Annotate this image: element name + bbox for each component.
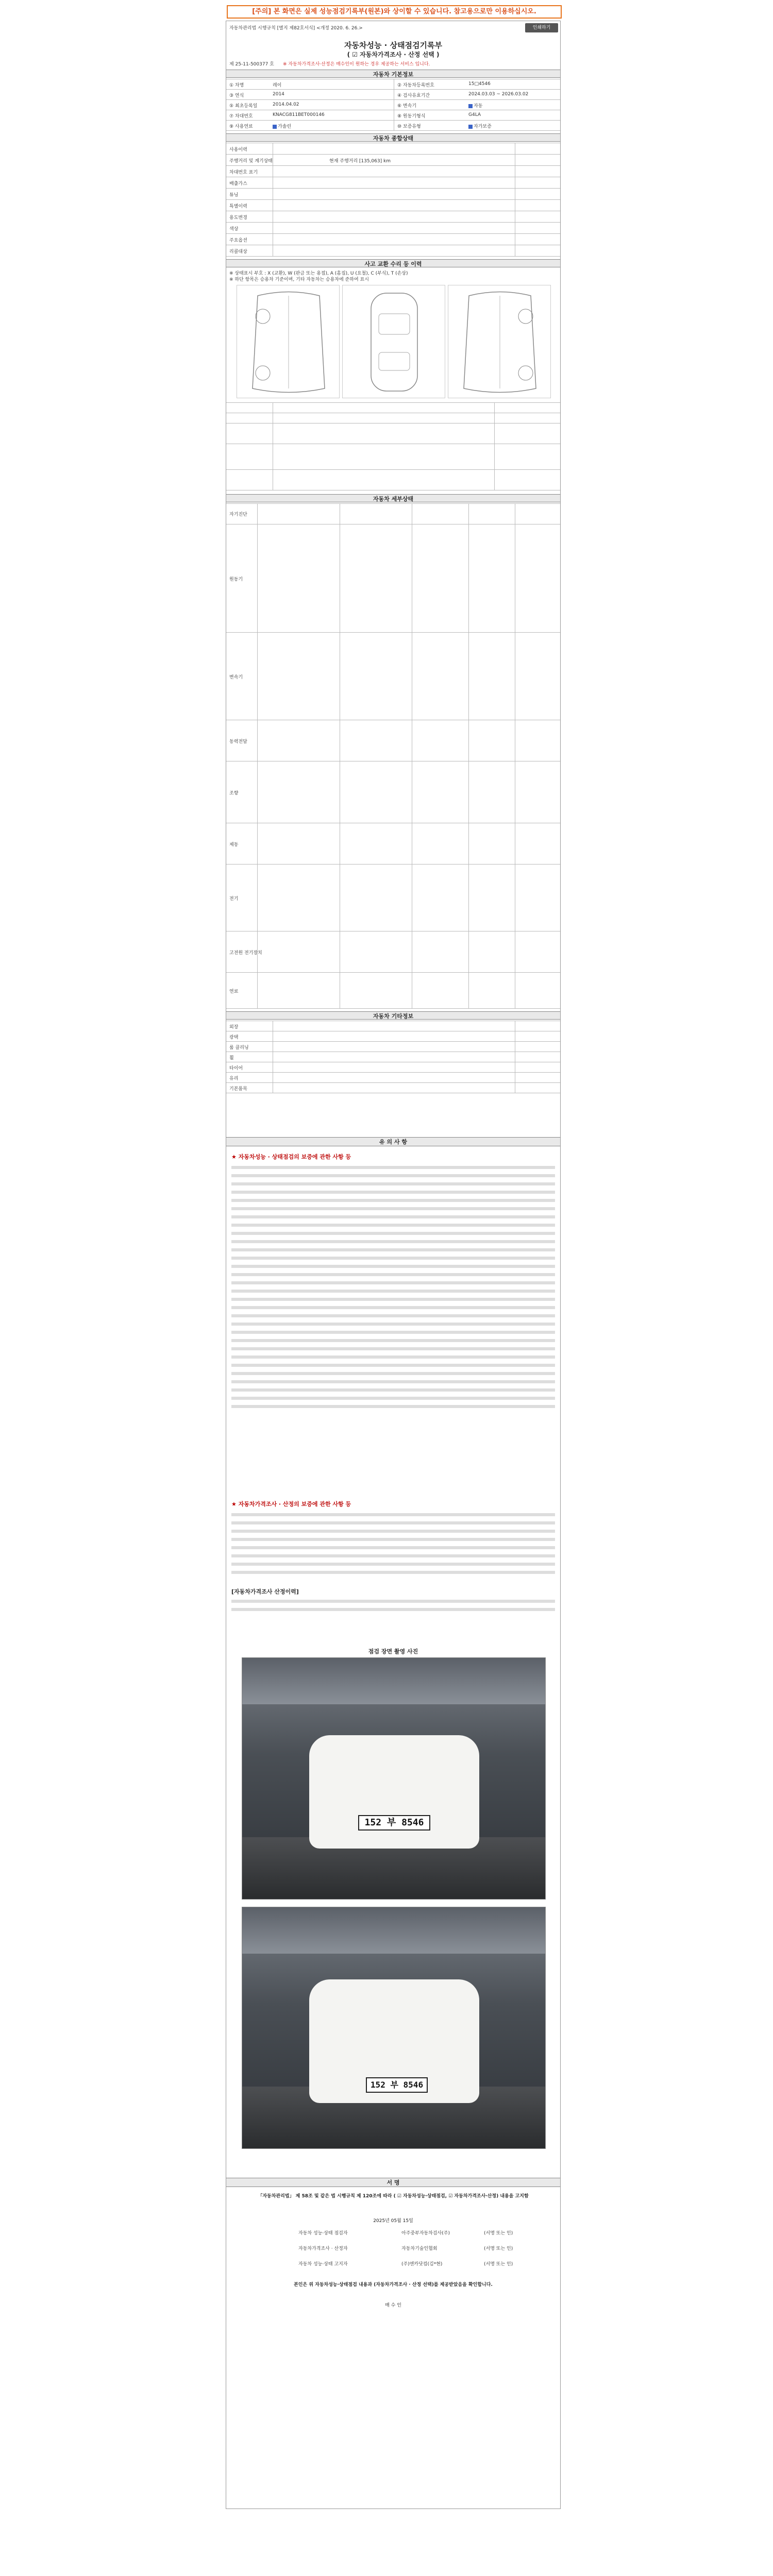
print-button[interactable]: 인쇄하기 (525, 23, 558, 32)
appraiser-label: 자동차가격조사 · 산정자 (298, 2246, 348, 2251)
inspection-record-sheet (226, 21, 561, 2509)
inspection-validity-value: 2024.03.03 ~ 2026.03.02 (468, 92, 529, 97)
front-photo (242, 1657, 546, 1900)
status-info-table (226, 143, 560, 256)
group-high-voltage: 고전원 전기장치 (229, 951, 262, 956)
group-self-diagnosis: 자기진단 (229, 512, 247, 517)
fuel-value: 가솔린 (273, 123, 291, 129)
group-steering: 조향 (229, 791, 239, 796)
remarks-header: 유 의 사 항 (226, 1137, 560, 1146)
first-registration-value: 2014.04.02 (273, 102, 299, 107)
vin-marking-label: 차대번호 표기 (229, 170, 258, 175)
rear-plate: 152 부 8546 (366, 2077, 428, 2093)
damage-legend: ※ 상태표시 부호 : X (교환), W (판금 또는 용접), A (흠집), U (요철), C (부식), T (손상) (229, 271, 408, 276)
plate-value: 15□4546 (468, 81, 491, 87)
engine-type-label: ⑧ 원동기형식 (397, 114, 426, 119)
plate-label: ② 자동차등록번호 (397, 83, 434, 88)
certificate-note: ※ 자동차가격조사·산정은 매수인이 원하는 경우 제공하는 서비스 입니다. (283, 62, 430, 67)
group-brakes: 제동 (229, 842, 239, 848)
detail-header: 자동차 세부상태 (226, 494, 560, 502)
car-top-icon (343, 285, 446, 399)
car-name-label: ① 차명 (229, 83, 244, 88)
recall-label: 리콜대상 (229, 249, 247, 255)
transmission-label: ⑥ 변속기 (397, 104, 417, 109)
car-left-side-diagram (237, 285, 340, 398)
warranty-value: 자가보증 (468, 123, 492, 129)
form-number: 자동차관리법 시행규칙 [별지 제82호서식] <개정 2020. 6. 26.> (229, 26, 363, 31)
signature-date: 2025년 05월 15일 (373, 2218, 413, 2224)
rear-photo (242, 1907, 546, 2149)
usage-history-label: 사용이력 (229, 147, 247, 152)
notice-giver-sign-note: (서명 또는 인) (484, 2262, 513, 2267)
warranty-label: ⑩ 보증유형 (397, 124, 421, 129)
special-history-label: 특별이력 (229, 204, 247, 209)
car-name-value: 레이 (273, 83, 282, 88)
certificate-number: 제 25-11-500377 호 (229, 62, 274, 67)
basic-info-table (226, 79, 560, 130)
gloss-label: 광택 (229, 1035, 239, 1040)
vin-value: KNACG811BET000146 (273, 112, 325, 117)
car-left-side-icon (237, 285, 340, 399)
remarks-heading-history: [자동차가격조사 산정이력] (231, 1588, 299, 1595)
damage-parts-table (226, 402, 560, 490)
group-fuel: 연료 (229, 989, 239, 994)
damage-header: 사고 교환 수리 등 이력 (226, 259, 560, 267)
remarks-heading-pricing: ★ 자동차가격조사 · 산정의 보증에 관한 사항 등 (231, 1501, 351, 1507)
appraiser-sign-note: (서명 또는 인) (484, 2246, 513, 2251)
remarks-heading-inspection: ★ 자동차성능 · 상태점검의 보증에 관한 사항 등 (231, 1154, 351, 1160)
basic-items-label: 기본품목 (229, 1087, 247, 1092)
mileage-value: 현재 주행거리 [135,063] km (329, 159, 391, 164)
interior-cleaning-label: 룸 클리닝 (229, 1045, 249, 1050)
fuel-label: ⑨ 사용연료 (229, 124, 253, 129)
color-label: 색상 (229, 227, 239, 232)
inspector-sign-note: (서명 또는 인) (484, 2231, 513, 2236)
other-info-header: 자동차 기타정보 (226, 1011, 560, 1020)
notice-giver-name: (주)엔카닷컴(김*현) (401, 2262, 443, 2267)
options-label: 주요옵션 (229, 238, 247, 243)
signature-header: 서 명 (226, 2178, 560, 2187)
group-engine: 원동기 (229, 577, 243, 582)
transmission-value: 자동 (468, 102, 482, 109)
group-electrical: 전기 (229, 896, 239, 902)
signature-statement: 「자동차관리법」 제 58조 및 같은 법 시행규칙 제 120조에 따라 ( ☑ 자동차성능·상태점검, ☑ 자동차가격조사·산정) 내용을 고지함 (258, 2194, 529, 2199)
exterior-label: 외장 (229, 1025, 239, 1030)
buyer-confirmation: 본인은 위 자동차성능·상태점검 내용과 (자동차가격조사 · 산정 선택)를 제공받았음을 확인합니다. (294, 2282, 493, 2287)
usage-change-label: 용도변경 (229, 215, 247, 221)
vin-label: ⑦ 차대번호 (229, 114, 253, 119)
glass-label: 유리 (229, 1076, 239, 1081)
group-drivetrain: 동력전달 (229, 739, 247, 744)
document-title: 자동차성능 · 상태점검기록부 (344, 41, 443, 50)
other-info-table (226, 1021, 560, 1093)
photos-title: 점검 장면 촬영 사진 (368, 1648, 418, 1655)
car-right-side-diagram (448, 285, 551, 398)
tire-label: 타이어 (229, 1066, 243, 1071)
front-plate: 152 부 8546 (358, 1815, 430, 1831)
car-right-side-icon (448, 285, 551, 399)
appraiser-name: 자동차기술인협회 (401, 2246, 438, 2251)
warning-notice: [주의] 본 화면은 실제 성능점검기록부(원본)와 상이할 수 있습니다. 참고용으로만 이용하십시오. (227, 5, 562, 19)
group-transmission: 변속기 (229, 675, 243, 680)
tuning-label: 튜닝 (229, 193, 239, 198)
wheel-label: 휠 (229, 1056, 234, 1061)
car-top-view-diagram (342, 285, 445, 398)
status-info-header: 자동차 종합상태 (226, 133, 560, 142)
year-label: ③ 연식 (229, 93, 244, 98)
document-subtitle: ( ☑ 자동차가격조사 · 산정 선택 ) (347, 51, 440, 58)
buyer-label: 매 수 인 (385, 2303, 401, 2308)
basic-info-header: 자동차 기본정보 (226, 70, 560, 78)
notice-giver-label: 자동차 성능·상태 고지자 (298, 2262, 348, 2267)
mileage-label: 주행거리 및 계기상태 (229, 159, 273, 164)
year-value: 2014 (273, 92, 284, 97)
inspection-validity-label: ④ 검사유효기간 (397, 93, 430, 98)
damage-note: ※ 하단 항목은 승용차 기준이며, 기타 자동차는 승용차에 준하여 표시 (229, 277, 369, 282)
emissions-label: 배출가스 (229, 181, 247, 187)
inspector-label: 자동차 성능·상태 점검자 (298, 2231, 348, 2236)
inspector-name: 아주중부자동차검사(주) (401, 2231, 450, 2236)
engine-type-value: G4LA (468, 112, 481, 117)
first-registration-label: ⑤ 최초등록일 (229, 104, 258, 109)
detail-table (226, 503, 560, 1008)
